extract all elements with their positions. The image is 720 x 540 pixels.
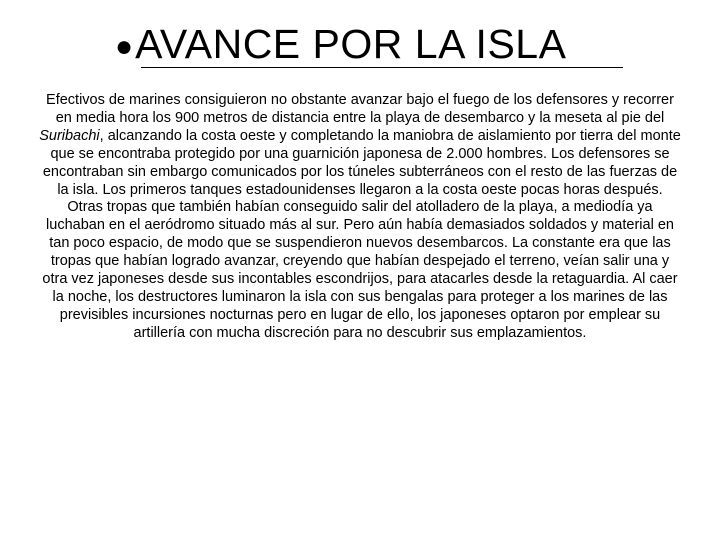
body-paragraph xyxy=(38,92,682,343)
body-text-italic-place-name: Suribachi xyxy=(39,127,100,144)
title-row xyxy=(115,18,566,70)
body-text-part-2: , alcanzando la costa oeste y completando la maniobra de aislamiento por tierra del monte que se encontraba protegido por una guarnición japonesa de 2.000 hombres. Los defensores se encontraban sin embargo comunicados por los túneles subterráneos con el resto de las fuerzas de la isla. Los primeros tanques estadounidenses llegaron a la costa oeste pocas horas después. Otras tropas que también habían conseguido salir del atolladero de la playa, a mediodía ya luchaban en el aeródromo situado más al sur. Pero aún había demasiados soldados y material en tan poco espacio, de modo que se suspendieron nuevos desembarcos. La constante era que las tropas que habían logrado avanzar, creyendo que habían despejado el terreno, veían salir una y otra vez japoneses desde sus incontables escondrijos, para atacarles desde la retaguardia. Al caer la noche, los destructores luminaron la isla con sus bengalas para proteger a los marines de las previsibles incursiones nocturnas pero en lugar de ello, los japoneses optaron por emplear su artillería con mucha discreción para no descubrir sus emplazamientos. xyxy=(42,127,681,341)
body-text-part-1: Efectivos de marines consiguieron no obstante avanzar bajo el fuego de los defensores y recorrer en media hora los 900 metros de distancia entre la playa de desembarco y la meseta al pie del xyxy=(46,92,674,126)
title-underline xyxy=(141,67,623,68)
bullet-icon: ● xyxy=(115,30,134,63)
slide-title: AVANCE POR LA ISLA xyxy=(135,21,567,67)
